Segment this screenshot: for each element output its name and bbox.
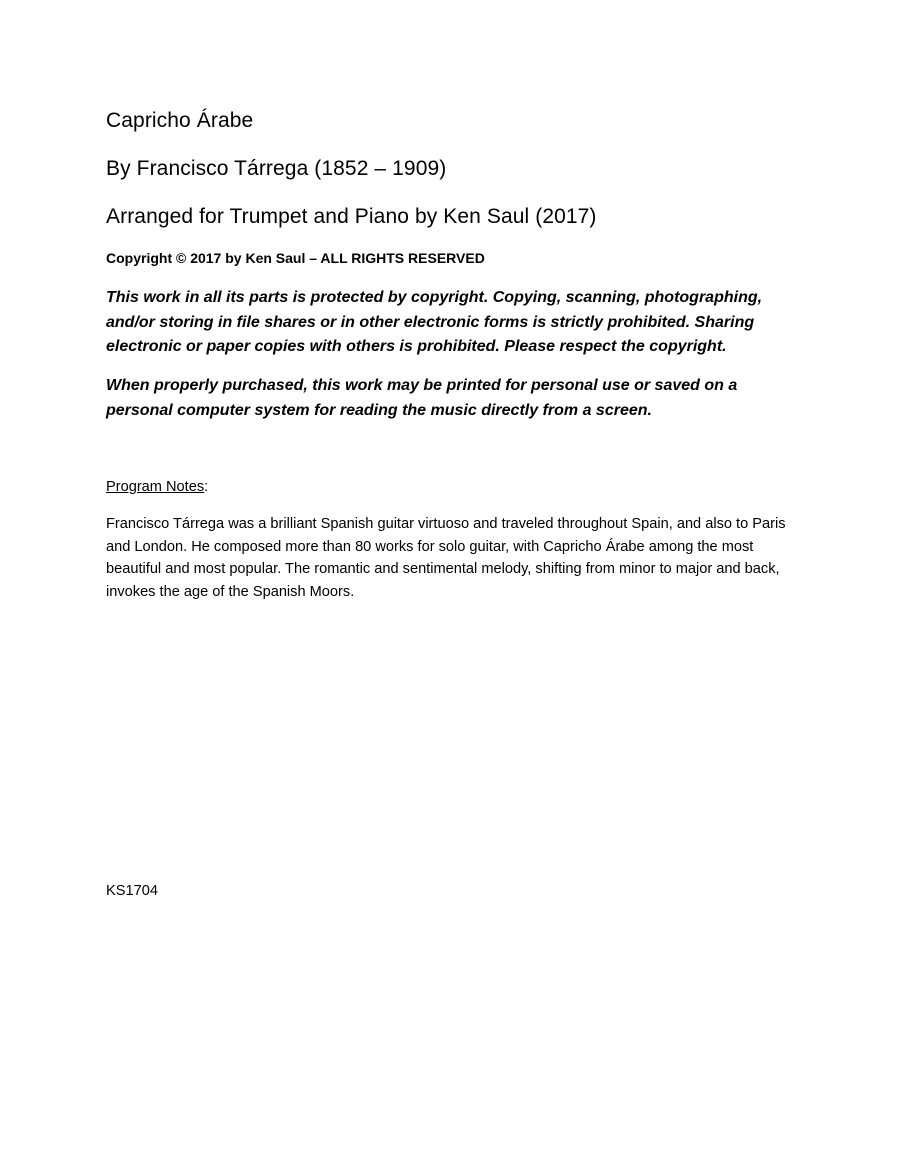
program-notes-heading [106, 478, 208, 496]
copyright-line: Copyright © 2017 by Ken Saul – ALL RIGHTS RESERVED [106, 250, 485, 266]
program-notes-heading-text: Program Notes [106, 479, 205, 495]
copyright-notice-paragraph: This work in all its parts is protected by copyright. Copying, scanning, photographing, and/or storing in file shares or in other electronic forms is strictly prohibited. Sharing electronic or paper copies with others is prohibited. Please respect the copyright. [106, 289, 763, 355]
program-notes-heading-colon: : [204, 479, 209, 495]
usage-notice-paragraph: When properly purchased, this work may be printed for personal use or saved on a personal computer system for reading the music directly from a screen. [106, 377, 738, 419]
arranger-line: Arranged for Trumpet and Piano by Ken Saul (2017) [106, 205, 597, 228]
piece-title: Capricho Árabe [106, 109, 254, 132]
composer-line: By Francisco Tárrega (1852 – 1909) [106, 157, 447, 180]
catalog-code: KS1704 [106, 883, 158, 899]
program-notes-body: Francisco Tárrega was a brilliant Spanish guitar virtuoso and traveled throughout Spain, and also to Paris and London. He composed more than 80 works for solo guitar, with Capricho Árabe among the most beautiful and most popular. The romantic and sentimental melody, shifting from minor to major and back, invokes the age of the Spanish Moors. [106, 516, 786, 601]
